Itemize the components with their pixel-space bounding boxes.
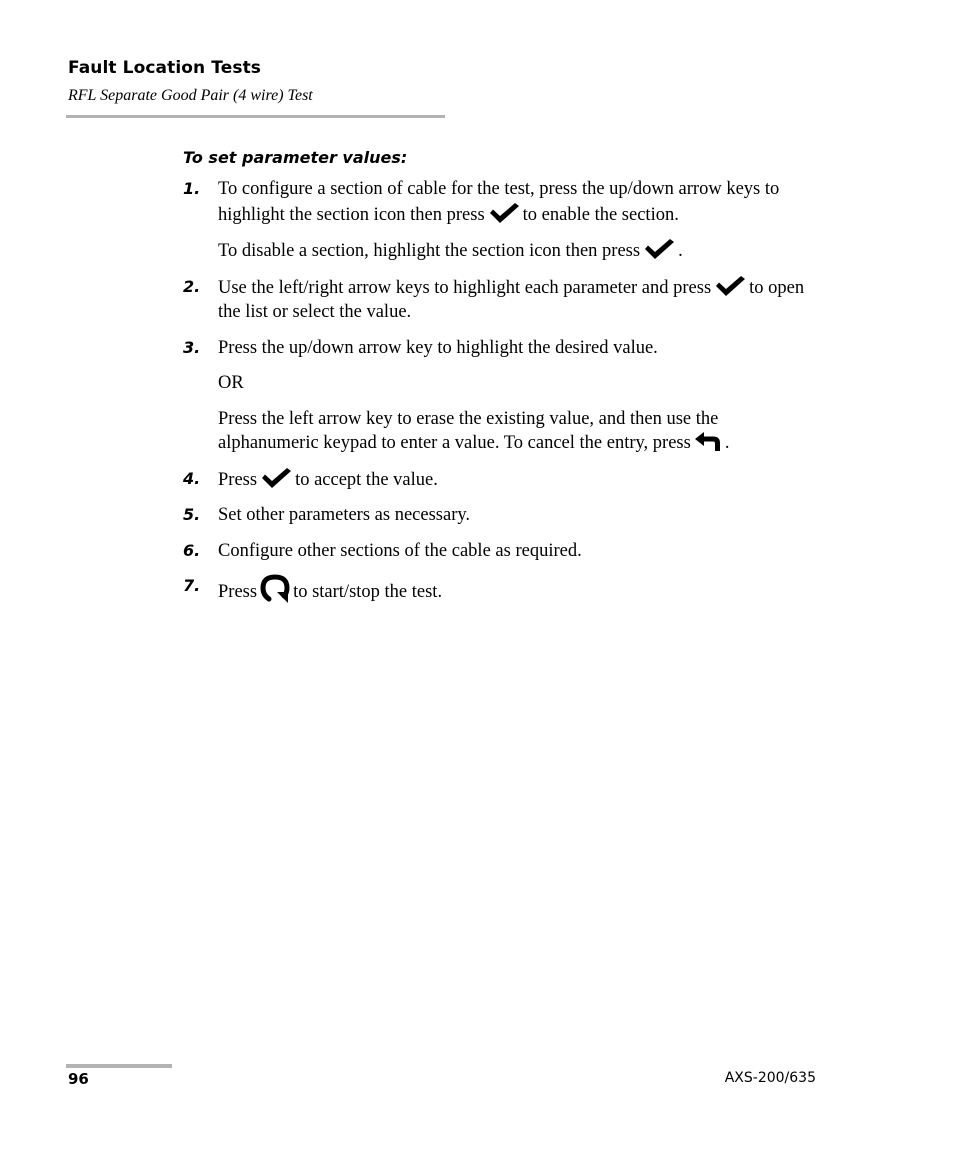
step-number: 2. [183,276,201,296]
checkmark-icon [488,202,520,224]
step-number: 7. [183,576,201,595]
header-subtitle: RFL Separate Good Pair (4 wire) Test [68,87,313,104]
header-title: Fault Location Tests [68,58,262,78]
step-paragraph: Configure other sections of the cable as required. [218,540,582,561]
footer-rule [66,1064,172,1068]
step-5 [183,503,823,528]
step-paragraph [218,407,823,456]
step-text: Use the left/right arrow keys to highlight each parameter and press [218,277,712,298]
step-paragraph [218,177,823,227]
step-paragraph [218,467,823,493]
step-text: to enable the section. [522,204,679,225]
step-number: 4. [183,468,201,488]
step-text: Press [218,582,258,602]
step-paragraph: Set other parameters as necessary. [218,505,471,525]
checkmark-icon [714,275,746,297]
procedure-title: To set parameter values: [183,148,408,167]
step-number: 5. [183,505,201,524]
step-3 [183,336,823,456]
page-number: 96 [68,1070,89,1088]
start-stop-icon [260,574,290,604]
step-text: to accept the value. [295,469,438,490]
step-paragraph: OR [218,373,244,393]
checkmark-icon [260,467,292,489]
step-paragraph: Press the up/down arrow key to highlight the desired value. [218,337,658,358]
step-number: 1. [183,179,201,198]
step-number: 6. [183,540,201,560]
step-paragraph [218,275,823,325]
step-text: to start/stop the test. [293,582,443,602]
step-text: To configure a section of cable for the test, press the up/down arrow keys to highlight the section icon then press [218,179,780,225]
header-rule [66,115,445,118]
back-arrow-icon [694,432,722,452]
step-text: Press [218,469,258,490]
step-text: . [724,433,730,453]
step-paragraph [218,238,823,264]
step-text: to open the list or select the value. [218,277,805,322]
step-number: 3. [183,337,201,357]
checkmark-icon [643,238,675,260]
step-2 [183,275,823,325]
step-1 [183,177,823,264]
product-name: AXS-200/635 [724,1070,816,1086]
step-4 [183,467,823,493]
step-text: . [678,241,683,261]
step-paragraph [218,574,823,605]
step-7 [183,574,823,605]
step-text: Press the left arrow key to erase the existing value, and then use the alphanumeric keypad to enter a value. To cancel the entry, press [218,408,719,453]
steps-list [183,177,823,616]
step-6 [183,539,823,564]
step-text: To disable a section, highlight the section icon then press [218,241,641,261]
